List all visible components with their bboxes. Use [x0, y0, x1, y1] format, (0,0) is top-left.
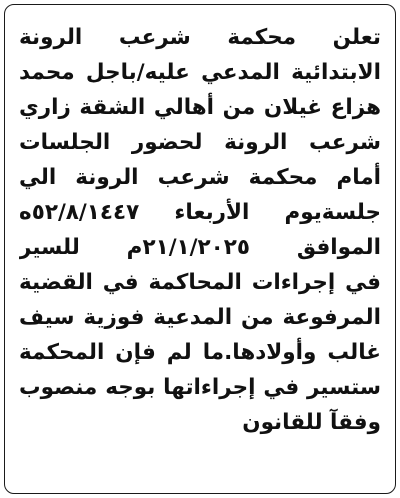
notice-line-2: الابتدائية المدعي عليه/باجل محمد — [19, 60, 381, 85]
notice-line-11: ستسير في إجراءاتها بوجه منصوب — [19, 375, 381, 400]
notice-line-5: أمام محكمة شرعب الرونة الي — [19, 165, 381, 190]
notice-line-7: الموافق ٢١/١/٢٠٢٥م للسير — [19, 235, 381, 260]
notice-line-1: تعلن محكمة شرعب الرونة — [19, 25, 381, 50]
notice-line-3: هزاع غيلان من أهالي الشقة زاري — [19, 95, 381, 120]
notice-frame — [4, 4, 396, 494]
notice-line-8: في إجراءات المحاكمة في القضية — [19, 270, 381, 295]
notice-line-4: شرعب الرونة لحضور الجلسات — [19, 130, 381, 155]
notice-line-12: وفقآ للقانون — [242, 410, 381, 435]
notice-body — [19, 20, 381, 440]
notice-line-10: غالب وأولادها.ما لم فإن المحكمة — [19, 340, 381, 365]
notice-line-9: المرفوعة من المدعية فوزية سيف — [19, 305, 381, 330]
notice-line-6: جلسةيوم الأربعاء ٥٢/٨/١٤٤٧ه — [19, 200, 381, 225]
